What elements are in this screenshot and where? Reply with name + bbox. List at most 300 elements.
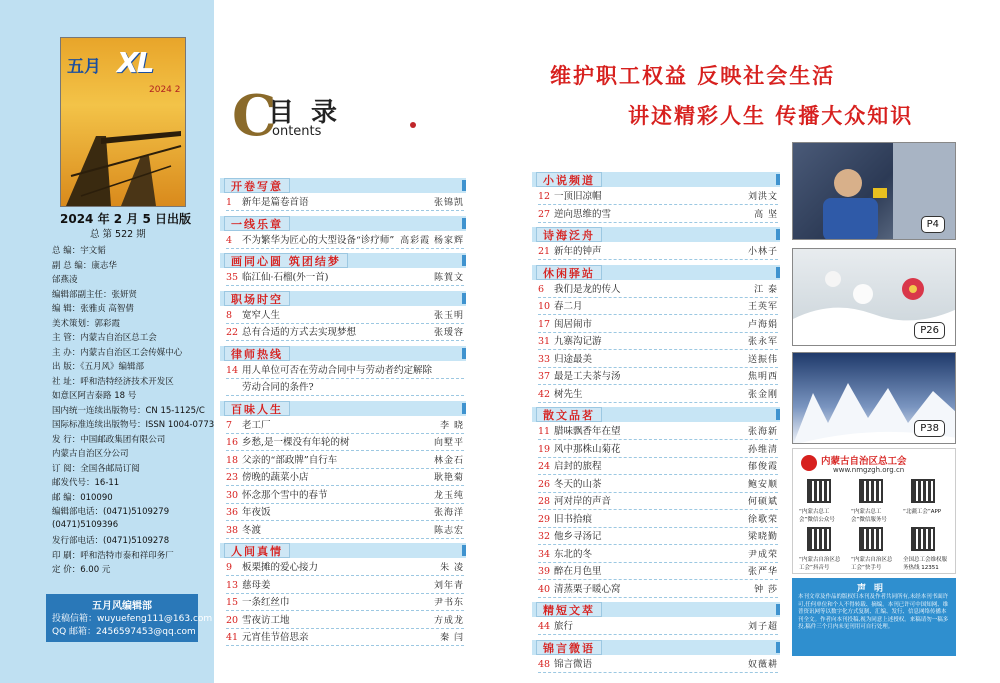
page-number: 10: [538, 301, 551, 312]
page-number: 4: [226, 234, 233, 246]
divider: [538, 457, 778, 458]
article-author: 徐歌荣: [747, 514, 778, 525]
photo-tag-p26: P26: [914, 322, 945, 339]
masthead-line: 内蒙古自治区分公司: [52, 449, 129, 459]
toc-entry[interactable]: [226, 419, 464, 433]
article-title: 冬天的山茶: [554, 478, 602, 490]
article-title: 树先生: [554, 388, 583, 400]
masthead-line: 发 行：中国邮政集团有限公司: [52, 434, 166, 445]
page-number: 33: [538, 353, 551, 365]
article-title: 东北的冬: [554, 548, 593, 560]
qr-code-icon[interactable]: [807, 479, 831, 503]
page-number: 1: [226, 197, 233, 208]
section-header: [532, 265, 780, 280]
article-title: 最是工夫茶与汤: [554, 371, 621, 382]
divider: [538, 222, 778, 223]
divider: [226, 378, 464, 379]
divider: [226, 485, 464, 486]
article-author: 尹成荣: [747, 549, 778, 560]
article-author: 何硕斌: [747, 497, 778, 507]
qr-label: “内蒙古总工会”微信公众号: [799, 509, 835, 523]
toc-entry[interactable]: [538, 425, 778, 439]
masthead-line: 出 版：《五月风》编辑部: [52, 362, 144, 372]
page-number: 38: [226, 524, 239, 536]
toc-entry[interactable]: [538, 335, 778, 349]
article-title: 父亲的“部政牌”自行车: [242, 454, 338, 466]
toc-entry[interactable]: [538, 190, 778, 204]
article-title: 怀念那个雪中的春节: [242, 489, 328, 501]
union-url[interactable]: www.nmgzgh.org.cn: [833, 466, 905, 474]
divider: [538, 579, 778, 580]
qr-code-icon[interactable]: [807, 527, 831, 551]
section-label: 人间真情: [224, 543, 290, 558]
divider: [538, 672, 778, 673]
toc-entry[interactable]: [538, 530, 778, 544]
divider: [538, 259, 778, 260]
article-author: 方成龙: [433, 615, 464, 626]
section-header: [532, 602, 780, 617]
page-number: 36: [226, 507, 239, 518]
divider: [538, 297, 778, 298]
page-number: 14: [226, 364, 239, 376]
article-author: 郁俊霞: [747, 462, 778, 472]
slogan-1: 维护职工权益 反映社会生活: [550, 63, 836, 88]
section-label: 职场时空: [224, 291, 290, 306]
article-author: 向墅平: [433, 438, 464, 448]
article-title: 劳动合同的条件?: [242, 382, 314, 393]
article-title: 我们是龙的传人: [554, 283, 621, 295]
toc-entry[interactable]: [226, 309, 464, 323]
section-bar: [462, 403, 466, 414]
masthead-line: 总 编：宇文韬: [52, 246, 106, 256]
article-author: 刘子超: [747, 622, 778, 632]
article-author: 梁晓勤: [747, 532, 778, 542]
page-number: 44: [538, 621, 551, 632]
article-title: 锦言微语: [554, 658, 593, 670]
article-author: 陈志宏: [433, 525, 464, 536]
page-number: 17: [538, 318, 551, 330]
article-title: 闺居闹市: [554, 318, 593, 330]
article-title: 一顶旧凉帽: [554, 191, 602, 202]
page-number: 28: [538, 496, 551, 507]
toc-entry[interactable]: [538, 353, 778, 367]
qr-label: “内蒙古自治区总工会”快手号: [851, 557, 893, 571]
divider: [538, 492, 778, 493]
article-title: 雪夜访工地: [242, 614, 290, 626]
section-header: [220, 216, 466, 231]
article-title: 新年是篇卷首语: [242, 197, 309, 208]
section-bar: [776, 267, 780, 278]
divider: [226, 593, 464, 594]
article-title: 老工厂: [242, 419, 271, 431]
page-number: 39: [538, 566, 551, 577]
masthead-line: 印 刷：呼和浩特市泰和祥印务厂: [52, 550, 174, 561]
page-number: 22: [226, 327, 239, 338]
page-number: 20: [226, 614, 239, 626]
page-number: 32: [538, 531, 551, 542]
union-name: 内蒙古自治区总工会: [821, 456, 907, 467]
page-number: 18: [226, 454, 239, 466]
page-number: 6: [538, 283, 545, 295]
masthead-line: 邮 编：010090: [52, 492, 113, 503]
toc-entry[interactable]: [226, 614, 464, 628]
issue-number: 总 第 522 期: [90, 229, 146, 240]
section-label: 诗海泛舟: [536, 227, 602, 242]
section-label: 休闲驿站: [536, 265, 602, 280]
article-author: 张海新: [747, 427, 778, 437]
publish-date: 2024 年 2 月 5 日出版: [60, 212, 191, 226]
toc-entry[interactable]: [226, 631, 464, 645]
article-title: 风中那株山菊花: [554, 443, 621, 455]
article-title: 傍晚的蔬菜小店: [242, 472, 309, 483]
masthead-line: 定 价：6.00 元: [52, 565, 111, 575]
section-bar: [462, 545, 466, 556]
page-number: 37: [538, 371, 551, 382]
slogan-2: 讲述精彩人生 传播大众知识: [628, 103, 914, 128]
divider: [538, 204, 778, 205]
cover-masthead: 五月: [67, 57, 101, 77]
editorial-qq[interactable]: QQ 邮箱：2456597453@qq.com: [52, 627, 196, 637]
article-title: 临江仙·石榴(外一首): [242, 272, 329, 283]
page-number: 42: [538, 388, 551, 400]
title-dot: [410, 122, 416, 128]
article-author: 张瑷容: [433, 328, 464, 338]
article-author: 卢海娟: [747, 319, 778, 330]
article-author: 王英军: [747, 302, 778, 312]
masthead-line: 编 辑：张雅贞 高智倩: [52, 304, 134, 314]
article-author: 奴薇耕: [747, 659, 778, 670]
article-title: 归途最美: [554, 353, 593, 365]
section-header: [220, 178, 466, 193]
masthead-line: 主 管：内蒙古自治区总工会: [52, 333, 157, 343]
article-author: 张玉明: [433, 310, 464, 321]
section-label: 小说频道: [536, 172, 602, 187]
article-author: 江 泰: [754, 284, 778, 295]
section-bar: [462, 255, 466, 266]
page-number: 9: [226, 562, 233, 573]
divider: [226, 323, 464, 324]
article-author: 刘洪文: [747, 192, 778, 202]
toc-entry[interactable]: [538, 565, 778, 579]
declaration-text: 本刊文章及作品的版权归本刊及作者共同所有,未经本刊书面许可,任何单位和个人不得转载、摘编。本刊已许可中国知网、维普资讯网等以数字化方式复制、汇编、发行、信息网络传播本刊全文。作者向本刊投稿,视为同意上述授权。来稿请勿一稿多投,稿件三个月内未见刊用可自行处理。: [798, 594, 949, 630]
divider: [538, 562, 778, 563]
section-label: 画同心圆 筑团结梦: [224, 253, 348, 268]
article-title: 清蒸栗子暖心窝: [554, 583, 621, 595]
article-author: 尹书东: [433, 598, 464, 608]
section-bar: [776, 642, 780, 653]
article-author: 鲍安顺: [747, 479, 778, 490]
divider: [226, 468, 464, 469]
cover-logo: XL: [117, 46, 153, 79]
toc-entry[interactable]: [538, 478, 778, 492]
article-title: 冬渡: [242, 524, 262, 536]
toc-entry[interactable]: [538, 388, 778, 402]
photo-camellia[interactable]: [792, 248, 956, 346]
article-title: 启封的旅程: [554, 461, 602, 472]
editorial-box: [46, 594, 213, 642]
toc-entry[interactable]: [538, 443, 778, 457]
page-number: 29: [538, 513, 551, 525]
article-title: 新年的钟声: [554, 246, 602, 257]
section-label: 百味人生: [224, 401, 290, 416]
toc-entry[interactable]: [226, 489, 464, 503]
page-number: 12: [538, 191, 551, 202]
page-number: 13: [226, 579, 239, 591]
divider: [226, 520, 464, 521]
photo-worker[interactable]: [792, 142, 956, 240]
section-header: [220, 543, 466, 558]
section-bar: [462, 180, 466, 191]
section-header: [532, 172, 780, 187]
qr-code-icon[interactable]: [859, 527, 883, 551]
toc-entry[interactable]: [538, 513, 778, 527]
declaration-box: [792, 578, 956, 656]
page-number: 19: [538, 443, 551, 455]
divider: [226, 395, 464, 396]
toc-entry[interactable]: [538, 495, 778, 509]
photo-tag-p4: P4: [921, 216, 945, 233]
divider: [226, 248, 464, 249]
article-author: 张锦凯: [433, 198, 464, 208]
article-title: 慈母姜: [242, 579, 271, 591]
toc-entry[interactable]: [226, 524, 464, 538]
toc-entry[interactable]: [538, 208, 778, 222]
photo-snow-forest[interactable]: [792, 352, 956, 444]
toc-entry[interactable]: [538, 370, 778, 384]
toc-entry[interactable]: [538, 283, 778, 297]
article-title: 年夜饭: [242, 507, 271, 518]
masthead-line: 主 办：内蒙古自治区工会传媒中心: [52, 347, 183, 358]
toc-entry[interactable]: [538, 658, 778, 672]
page-number: 24: [538, 461, 551, 472]
masthead-line: 邮发代号：16-11: [52, 478, 120, 488]
section-header: [532, 407, 780, 422]
page-number: 34: [538, 548, 551, 560]
contents-subtitle: ontents: [272, 124, 322, 139]
article-title: 他乡寻汤记: [554, 531, 602, 542]
section-label: 律师热线: [224, 346, 290, 361]
toc-entry[interactable]: [226, 596, 464, 610]
toc-entry[interactable]: [538, 460, 778, 474]
declaration-title: 声明: [856, 584, 891, 594]
toc-entry[interactable]: [226, 364, 464, 378]
toc-entry[interactable]: [538, 245, 778, 259]
toc-entry[interactable]: [538, 620, 778, 634]
article-title: 用人单位可否在劳动合同中与劳动者约定解除: [242, 364, 433, 376]
page-number: 48: [538, 658, 551, 670]
divider: [226, 340, 464, 341]
article-title: 元宵佳节倍思亲: [242, 632, 309, 643]
divider: [226, 503, 464, 504]
divider: [538, 384, 778, 385]
section-header: [220, 401, 466, 416]
divider: [538, 349, 778, 350]
masthead-line: 副 总 编：康志华: [52, 260, 117, 271]
article-author: 陈賀文: [433, 273, 464, 283]
article-author: 朱 凌: [440, 563, 464, 573]
article-title: 旧书拾痕: [554, 513, 593, 525]
section-bar: [462, 293, 466, 304]
divider: [226, 538, 464, 539]
masthead-line: 编辑部电话：(0471)5109279: [52, 507, 170, 517]
article-title: 春二月: [554, 301, 583, 312]
toc-entry[interactable]: [226, 436, 464, 450]
divider: [538, 509, 778, 510]
page-number: 11: [538, 426, 551, 437]
divider: [226, 628, 464, 629]
divider: [538, 474, 778, 475]
qr-label: “北疆工会”APP: [903, 509, 942, 515]
qr-label: 全国总工会维权服务热线 12351: [903, 557, 948, 571]
section-bar: [776, 604, 780, 615]
article-title: 乡愁,是一棵没有年轮的树: [242, 437, 350, 448]
divider: [226, 575, 464, 576]
section-header: [532, 640, 780, 655]
article-author: 送振伟: [747, 354, 778, 365]
section-header: [220, 346, 466, 361]
union-logo-icon: [801, 455, 817, 471]
page-number: 41: [226, 632, 239, 643]
editorial-title: 五月风编辑部: [92, 601, 152, 612]
article-author: 林金石: [433, 455, 464, 466]
article-author: 钟 莎: [754, 584, 778, 595]
toc-entry[interactable]: [538, 548, 778, 562]
toc-entry[interactable]: [538, 300, 778, 314]
article-author: 李 晓: [440, 420, 464, 431]
masthead-line: 国内统一连续出版物号：CN 15-1125/C: [52, 405, 205, 416]
article-author: 小林子: [747, 247, 778, 257]
editorial-email[interactable]: 投稿信箱：wuyuefeng111@163.com: [52, 614, 213, 624]
page-number: 8: [226, 309, 233, 321]
divider: [226, 450, 464, 451]
page-number: 7: [226, 419, 233, 431]
qr-code-icon[interactable]: [911, 527, 935, 551]
toc-entry[interactable]: [226, 234, 464, 248]
toc-entry[interactable]: [226, 471, 464, 485]
masthead-line: 社 址：呼和浩特经济技术开发区: [52, 376, 174, 387]
divider: [538, 439, 778, 440]
qr-label: “内蒙古总工会”微信服务号: [851, 509, 887, 523]
cover-image[interactable]: [60, 37, 186, 207]
divider: [538, 367, 778, 368]
divider: [538, 597, 778, 598]
divider: [538, 314, 778, 315]
toc-entry[interactable]: [226, 271, 464, 285]
article-title: 板栗摊的爱心接力: [242, 562, 319, 573]
section-label: 开卷写意: [224, 178, 290, 193]
section-label: 锦言微语: [536, 640, 602, 655]
photo-tag-p38: P38: [914, 420, 945, 437]
toc-entry[interactable]: [226, 506, 464, 520]
union-box: [792, 448, 956, 574]
qr-code-icon[interactable]: [911, 479, 935, 503]
article-author: 刘年青: [433, 580, 464, 591]
article-title: 不为繁华为匠心的大型设备“诊疗师”: [242, 234, 395, 246]
page-number: 23: [226, 472, 239, 483]
masthead-line: 美术策划：郭彩霞: [52, 318, 121, 329]
article-author: 孙维清: [747, 444, 778, 455]
crane-illustration: [61, 116, 186, 206]
article-title: 醉在月色里: [554, 566, 602, 577]
toc-entry[interactable]: [226, 381, 464, 395]
toc-entry[interactable]: [538, 583, 778, 597]
article-author: 张永军: [747, 337, 778, 347]
page-number: 30: [226, 489, 239, 501]
toc-entry[interactable]: [226, 196, 464, 210]
section-header: [220, 291, 466, 306]
masthead-line: 发行部电话：(0471)5109278: [52, 536, 170, 546]
section-bar: [462, 218, 466, 229]
masthead-line: 编辑部副主任：张妍贤: [52, 289, 138, 300]
article-author: 张金刚: [747, 389, 778, 400]
section-bar: [776, 409, 780, 420]
divider: [226, 645, 464, 646]
qr-label: “内蒙古自治区总工会”抖音号: [799, 557, 841, 571]
article-title: 九寨沟记游: [554, 336, 602, 347]
article-author: 张严华: [747, 567, 778, 577]
toc-entry[interactable]: [226, 454, 464, 468]
page-number: 21: [538, 246, 551, 257]
toc-entry[interactable]: [226, 326, 464, 340]
article-title: 河对岸的声音: [554, 496, 612, 507]
article-author: 张海洋: [433, 508, 464, 518]
contents-initial: C: [232, 83, 277, 149]
section-bar: [776, 229, 780, 240]
masthead-line: 国际标准连续出版物号：ISSN 1004-0773: [52, 420, 215, 430]
divider: [226, 285, 464, 286]
divider: [538, 402, 778, 403]
divider: [226, 610, 464, 611]
section-label: 散文品茗: [536, 407, 602, 422]
section-header: [220, 253, 466, 268]
cover-issue-mark: 2024 2: [149, 85, 181, 95]
article-title: 宽窄人生: [242, 309, 281, 321]
article-title: 旅行: [554, 621, 574, 632]
article-author: 耿艳菊: [433, 473, 464, 483]
section-bar: [776, 174, 780, 185]
masthead-line: 订 阅：全国各邮局订阅: [52, 463, 140, 474]
page-number: 40: [538, 583, 551, 595]
qr-code-icon[interactable]: [859, 479, 883, 503]
page-number: 27: [538, 208, 551, 220]
article-title: 总有合适的方式去实现梦想: [242, 327, 357, 338]
page-number: 15: [226, 597, 239, 608]
section-label: 精短文萃: [536, 602, 602, 617]
divider: [538, 634, 778, 635]
article-author: 高彩霞 杨家辉: [400, 235, 464, 246]
masthead-line: 如意区阿吉泰路 18 号: [52, 391, 137, 401]
page-number: 35: [226, 272, 239, 283]
toc-entry[interactable]: [538, 318, 778, 332]
section-bar: [462, 348, 466, 359]
article-title: 逆向思维的雪: [554, 208, 612, 220]
contents-title: 目 录: [268, 98, 342, 128]
divider: [538, 527, 778, 528]
article-author: 龙玉纯: [433, 490, 464, 501]
article-author: 秦 闫: [440, 633, 464, 643]
masthead-line: (0471)5109396: [52, 519, 119, 530]
masthead-line: 邰燕凌: [52, 275, 78, 285]
masthead-panel: [0, 0, 214, 683]
toc-entry[interactable]: [226, 579, 464, 593]
article-title: 腊味飘香年在望: [554, 426, 621, 437]
divider: [226, 210, 464, 211]
page-number: 16: [226, 437, 239, 448]
article-author: 焦明西: [747, 372, 778, 382]
toc-entry[interactable]: [226, 561, 464, 575]
divider: [538, 544, 778, 545]
article-author: 高 坚: [754, 209, 778, 220]
